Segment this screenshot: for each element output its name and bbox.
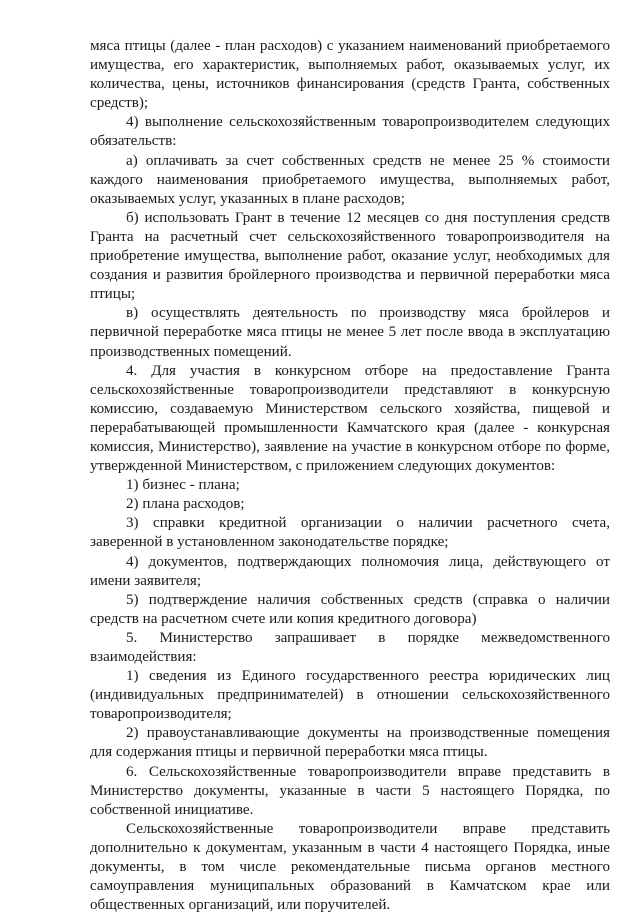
- paragraph-doc-4: 4) документов, подтверждающих полномочия лица, действующего от имени заявителя;: [90, 553, 610, 589]
- paragraph-request-2: 2) правоустанавливающие документы на производственные помещения для содержания птицы и первичной переработки мяса птицы.: [90, 725, 610, 761]
- paragraph-subitem-a: а) оплачивать за счет собственных средств не менее 25 % стоимости каждого наименования приобретаемого имущества, выполняемых работ, оказываемых услуг, указанных в плане расходов;: [90, 152, 610, 207]
- paragraph-request-1: 1) сведения из Единого государственного реестра юридических лиц (индивидуальных предпринимателей) в отношении сельскохозяйственного товаропроизводителя;: [90, 668, 610, 723]
- paragraph-additional-documents: Сельскохозяйственные товаропроизводители вправе представить дополнительно к документам, указанным в части 4 настоящего Порядка, иные документы, в том числе рекомендательные письма органов местного самоуправления муниципальных образований в Камчатском крае или общественных организаций, или поручителей.: [90, 820, 610, 914]
- paragraph-subitem-v: в) осуществлять деятельность по производству мяса бройлеров и первичной переработке мяса птицы не менее 5 лет после ввода в эксплуатацию производственных помещений.: [90, 305, 610, 360]
- document-page: [90, 37, 610, 915]
- paragraph-item-4-obligations: 4) выполнение сельскохозяйственным товаропроизводителем следующих обязательств:: [90, 114, 610, 150]
- paragraph-doc-2: 2) плана расходов;: [126, 496, 245, 513]
- paragraph-subitem-b: б) использовать Грант в течение 12 месяцев со дня поступления средств Гранта на расчетный счет сельскохозяйственного товаропроизводителя на приобретение имущества, выполнение работ, оказание услуг, необходимых для создания и развития бройлерного производства и первичной переработки мяса птицы;: [90, 209, 610, 303]
- paragraph-section-5: 5. Министерство запрашивает в порядке межведомственного взаимодействия:: [90, 629, 610, 665]
- paragraph-doc-5: 5) подтверждение наличия собственных средств (справка о наличии средств на расчетном счете или копия кредитного договора): [90, 591, 610, 627]
- paragraph-section-4: 4. Для участия в конкурсном отборе на предоставление Гранта сельскохозяйственные товаропроизводители представляют в конкурсную комиссию, создаваемую Министерством сельского хозяйства, пищевой и перерабатывающей промышленности Камчатского края (далее - конкурсная комиссия, Министерство), заявление на участие в конкурсном отборе по форме, утвержденной Министерством, с приложением следующих документов:: [90, 362, 610, 475]
- paragraph-doc-3: 3) справки кредитной организации о наличии расчетного счета, заверенной в установленном законодательстве порядке;: [90, 515, 610, 551]
- paragraph-section-6: 6. Сельскохозяйственные товаропроизводители вправе представить в Министерство документы, указанные в части 5 настоящего Порядка, по собственной инициативе.: [90, 763, 610, 818]
- paragraph-doc-1: 1) бизнес - плана;: [126, 477, 240, 494]
- paragraph-plan-continuation: мяса птицы (далее - план расходов) с указанием наименований приобретаемого имущества, его характеристик, выполняемых работ, оказываемых услуг, их количества, цены, источников финансирования (средств Гранта, собственных средств);: [90, 38, 610, 112]
